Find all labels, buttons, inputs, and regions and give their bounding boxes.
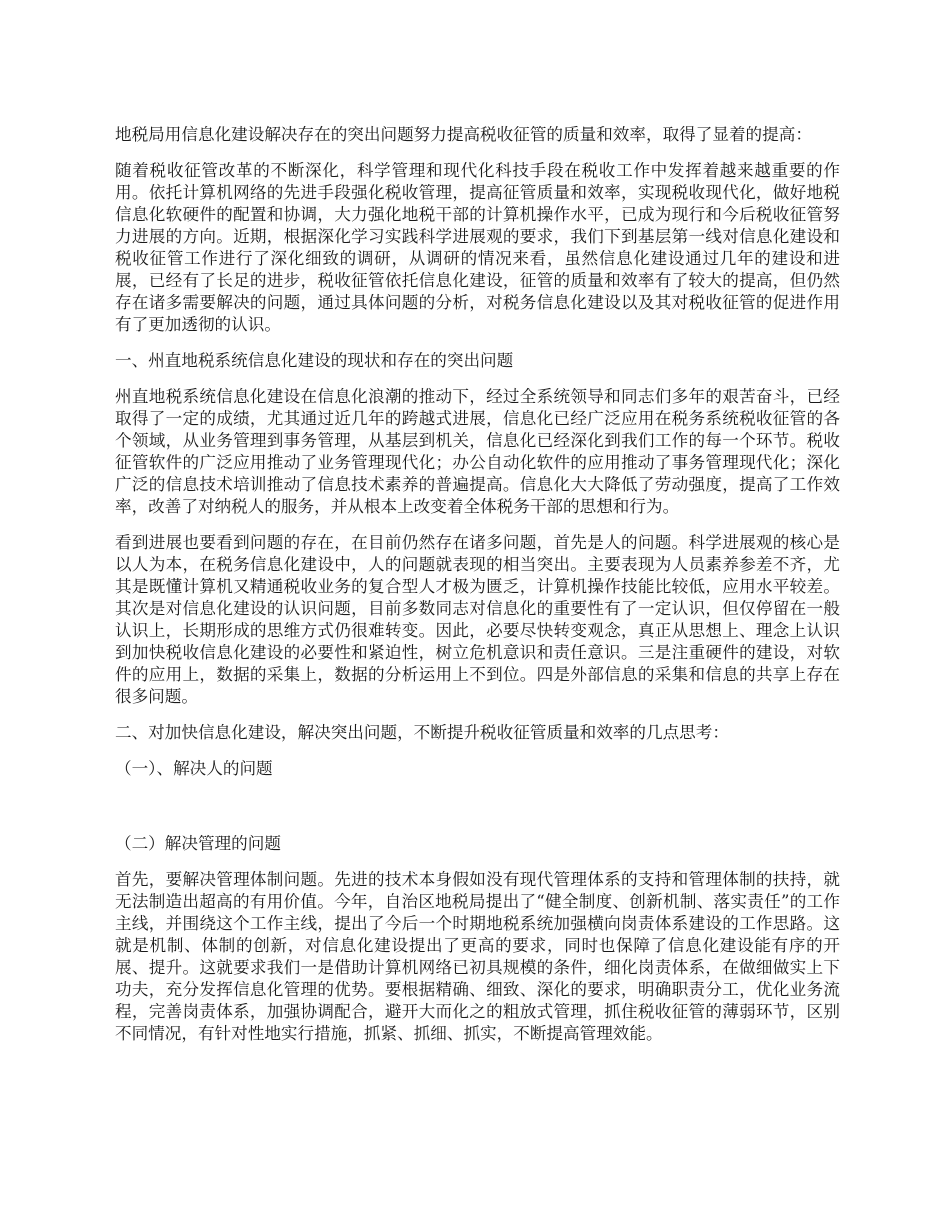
status-paragraph: 州直地税系统信息化建设在信息化浪潮的推动下，经过全系统领导和同志们多年的艰苦奋斗，已经取得了一定的成绩，尤其通过近几年的跨越式进展，信息化已经广泛应用在税务系统税收征管的各个领域，从业务管理到事务管理，从基层到机关，信息化已经深化到我们工作的每一个环节。税收征管软件的广泛应用推动了业务管理现代化；办公自动化软件的应用推动了事务管理现代化；深化广泛的信息技术培训推动了信息技术素养的普遍提高。信息化大大降低了劳动强度，提高了工作效率，改善了对纳税人的服务，并从根本上改变着全体税务干部的思想和行为。 [115, 387, 840, 516]
subsection-heading-people: （一）、解决人的问题 [115, 759, 273, 778]
subsection-heading-management: （二）解决管理的问题 [115, 834, 281, 853]
document-page [115, 124, 840, 1059]
blank-gap [115, 794, 840, 833]
background-paragraph: 随着税收征管改革的不断深化，科学管理和现代化科技手段在税收工作中发挥着越来越重要的作用。依托计算机网络的先进手段强化税收管理，提高征管质量和效率，实现税收现代化，做好地税信息化软硬件的配置和协调，大力强化地税干部的计算机操作水平，已成为现行和今后税收征管努力进展的方向。近期，根据深化学习实践科学进展观的要求，我们下到基层第一线对信息化建设和税收征管工作进行了深化细致的调研，从调研的情况来看，虽然信息化建设通过几年的建设和进展，已经有了长足的进步，税收征管依托信息化建设，征管的质量和效率有了较大的提高，但仍然存在诸多需要解决的问题，通过具体问题的分析，对税务信息化建设以及其对税收征管的促进作用有了更加透彻的认识。 [115, 161, 840, 334]
intro-paragraph: 地税局用信息化建设解决存在的突出问题努力提高税收征管的质量和效率，取得了显着的提高： [115, 125, 812, 144]
management-paragraph: 首先，要解决管理体制问题。先进的技术本身假如没有现代管理体系的支持和管理体制的扶持，就无法制造出超高的有用价值。今年，自治区地税局提出了“健全制度、创新机制、落实责任”的工作主线，并围绕这个工作主线，提出了今后一个时期地税系统加强横向岗责体系建设的工作思路。这就是机制、体制的创新，对信息化建设提出了更高的要求，同时也保障了信息化建设能有序的开展、提升。这就要求我们一是借助计算机网络已初具规模的条件，细化岗责体系，在做细做实上下功夫，充分发挥信息化管理的优势。要根据精确、细致、深化的要求，明确职责分工，优化业务流程，完善岗责体系，加强协调配合，避开大而化之的粗放式管理，抓住税收征管的薄弱环节，区别不同情况，有针对性地实行措施，抓紧、抓细、抓实，不断提高管理效能。 [115, 870, 840, 1043]
section-heading-1: 一、州直地税系统信息化建设的现状和存在的突出问题 [115, 351, 514, 370]
section-heading-2: 二、对加快信息化建设，解决突出问题，不断提升税收征管质量和效率的几点思考： [115, 723, 729, 742]
problems-paragraph: 看到进展也要看到问题的存在，在目前仍然存在诸多问题，首先是人的问题。科学进展观的核心是以人为本，在税务信息化建设中，人的问题就表现的相当突出。主要表现为人员素养参差不齐，尤其是既懂计算机又精通税收业务的复合型人才极为匮乏，计算机操作技能比较低，应用水平较差。其次是对信息化建设的认识问题，目前多数同志对信息化的重要性有了一定认识，但仅停留在一般认识上，长期形成的思维方式仍很难转变。因此，必要尽快转变观念，真正从思想上、理念上认识到加快税收信息化建设的必要性和紧迫性，树立危机意识和责任意识。三是注重硬件的建设，对软件的应用上，数据的采集上，数据的分析运用上不到位。四是外部信息的采集和信息的共享上存在很多问题。 [115, 533, 840, 706]
